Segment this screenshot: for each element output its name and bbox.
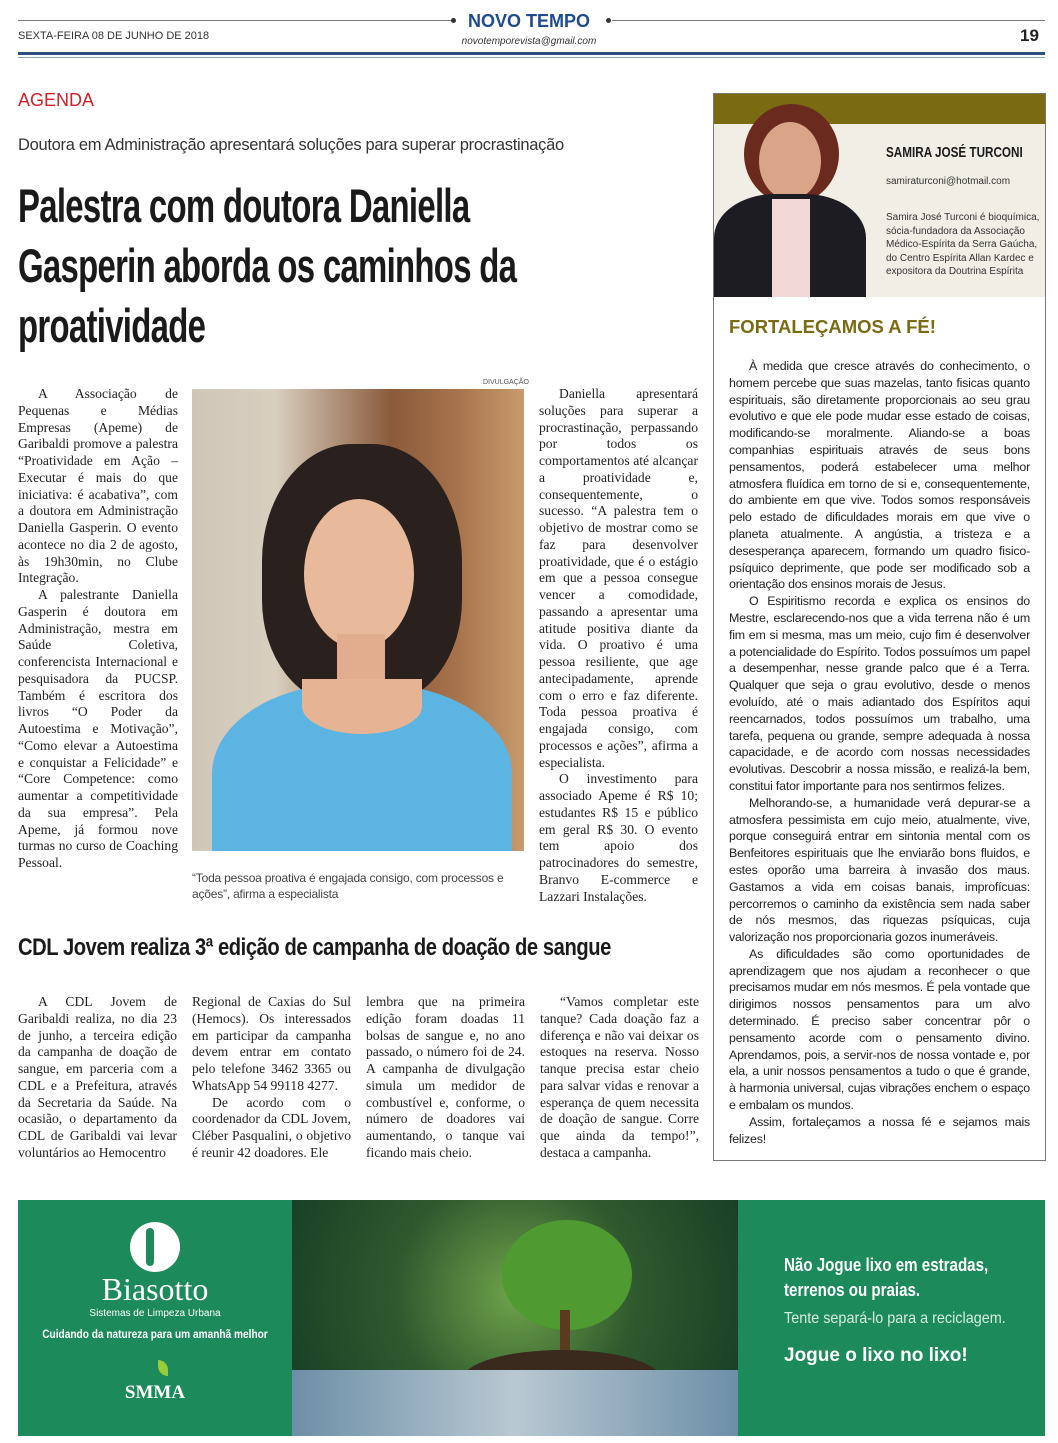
article-column-1 [18, 994, 177, 1162]
masthead: NOVO TEMPO [467, 11, 590, 31]
author-email: samiraturconi@hotmail.com [886, 176, 1011, 187]
article-column-2 [539, 386, 698, 905]
speaker-photo [192, 389, 524, 851]
photo-credit: DIVULGAÇÃO [483, 379, 529, 386]
section-label: AGENDA [18, 90, 95, 110]
column-body [729, 358, 1030, 1147]
issue-date: SEXTA-FEIRA 08 DE JUNHO DE 2018 [18, 30, 210, 42]
leaf-icon [158, 1360, 168, 1376]
author-name: SAMIRA JOSÉ TURCONI [886, 144, 1023, 161]
article-column-4 [540, 994, 699, 1162]
page-number: 19 [1020, 26, 1039, 45]
author-photo [714, 104, 866, 297]
paragraph: Assim, fortaleçamos a nossa fé e sejamos mais felizes! [729, 1114, 1030, 1146]
paragraph: À medida que cresce através do conhecimento, o homem percebe que suas mazelas, tanto fisicas quanto espirituais, são diretamente proporcionais ao seu grau evolutivo e que ele pode mudar esse estado de coisas, modificando-se moralmente. Aliando-se a boas companhias espirituais através de seus bons pensamentos, poderá estabelecer uma melhor atmosfera fluídica em torno de si e, consequentemente, do ambiente em que vive. Todos somos responsáveis pelo estado de dificuldades morais em que vive o planeta atualmente. A angústia, a tristeza e a desesperança aparecem, formando um quadro fisico-psíquico deprimente, que pode ser modificado sob a orientação dos ensinos morais de Jesus. [729, 359, 1030, 592]
paragraph: Daniella apresentará soluções para superar a procrastinação, perpassando por todos os comportamentos até alcançar a proatividade e, consequentemente, o sucesso. “A palestra tem o objetivo de mostrar como se faz para desenvolver proatividade, que é o estágio em que a pessoa consegue vencer a comodidade, passando a apresentar uma atitude positiva diante da vida. O proativo é uma pessoa resiliente, que age antecipadamente, aprende com o erro e faz diferente. Toda pessoa proativa é engajada consigo, com processos e ações”, afirma a especialista. [539, 386, 698, 770]
ad-slogan: Cuidando da natureza para um amanhã melhor [42, 1329, 268, 1341]
paragraph: Melhorando-se, a humanidade verá depurar-se a atmosfera pessimista em cujo meio, atualmente, vive, porque conseguirá entrar em sintonia mental com os Benfeitores espirituais que lhe enviarão bons fluidos, e estes oporão uma barreira à invasão dos maus. Gastamos a vida em coisas banais, improfícuas: percorremos o caminho da existência sem nada saber de nós mesmos, das riquezas psíquicas, cuja valorização nos proporcionaria gozos inumeráveis. [729, 795, 1030, 945]
paragraph: As dificuldades são como oportunidades de aprendizagem que nos ajudam a reconhecer o que precisamos mudar em nós mesmos. É pela vontade que dirigimos nossos pensamentos para um alvo determinado. É preciso saber concentrar pôr o pensamento acorde com o pensamento divino. Aprendamos, pois, a servir-nos de nossa vontade e, por ela, a unir nossos pensamentos a tudo o que é grande, à harmonia universal, cujas vibrações enchem o espaço e embalam os mundos. [729, 946, 1030, 1113]
author-bio: Samira José Turconi é bioquímica, sócia-fundadora da Associação Médico-Espírita da Serra Gaúcha, do Centro Espírita Allan Kardec e expositora da Doutrina Espírita [886, 212, 1040, 277]
article-column-1 [18, 386, 178, 872]
paragraph: “Vamos completar este tanque? Cada doação faz a diferença e não vai deixar os estoques na reserva. Nosso tanque precisa estar cheio para salvar vidas e renovar a esperança de quem necessita de doação de sangue. Corre que ainda da tempo!”, destaca a campanha. [540, 994, 699, 1160]
advertisement[interactable] [18, 1200, 1045, 1436]
ad-brand: Biasotto [101, 1271, 209, 1307]
paragraph: A palestrante Daniella Gasperin é doutora em Administração, mestra em Saúde Coletiva, conferencista Internacional e pesquisadora da PUCSP. Também é escritora dos livros “O Poder da Autoestima e Motivação”, “Como elevar a Autoestima e conquistar a Felicidade” e “Core Competence: como aumentar a competitividade da sua empresa”. Pela Apeme, já formou nove turmas no curso de Coaching Pessoal. [18, 587, 178, 870]
photo-caption: “Toda pessoa proativa é engajada consigo, com processos e ações”, afirma a especialista [192, 871, 504, 901]
header-rule [18, 52, 1045, 55]
paragraph: O Espiritismo recorda e explica os ensinos do Mestre, esclarecendo-nos que a vida terrena não é um fim em si mesma, mas um meio, cujo fim é desenvolver a potencialidade do Espírito. Todos possuímos um papel a desempenhar, nesse grande palco que é a Terra. Qualquer que seja o grau evolutivo, desde o menos evoluído, até o mais adiantado dos Espíritos aqui reencarnados, todos possuímos um trabalho, uma tarefa, pequena ou grande, sempre adequada à nossa capacidade, e de acordo com nossas necessidades evolutivas. Descobrir a nossa missão, e realizá-la bem, constitui fator importante para nos sentirmos felizes. [729, 594, 1030, 793]
biasotto-logo-icon [130, 1222, 180, 1272]
column-title: FORTALEÇAMOS A FÉ! [729, 316, 936, 337]
article-column-2 [192, 994, 351, 1162]
ad-line-3: Jogue o lixo no lixo! [784, 1345, 968, 1366]
paragraph: A CDL Jovem de Garibaldi realiza, no dia 23 de junho, a terceira edição da campanha de doação de sangue, em parceria com a CDL e a Prefeitura, através da Secretaria da Saúde. Na ocasião, o departamento da CDL de Garibaldi vai levar voluntários ao Hemocentro [18, 994, 177, 1160]
ad-brand-panel [18, 1200, 292, 1436]
ad-line-1: Não Jogue lixo em estradas, terrenos ou praias. [784, 1255, 989, 1300]
article-headline: Palestra com doutora Daniella Gasperin aborda os caminhos da proatividade [18, 179, 517, 352]
opinion-column [713, 93, 1046, 1161]
ad-photo-tree-in-hands [292, 1200, 738, 1436]
header-rule-thin [18, 57, 1045, 58]
ad-brand-sub: Sistemas de Limpeza Urbana [89, 1308, 221, 1319]
masthead-email: novotemporevista@gmail.com [461, 36, 597, 47]
paragraph: lembra que na primeira edição foram doadas 11 bolsas de sangue e, no ano passado, o número foi de 24. A campanha de divulgação simula um medidor de combustível e, conforme, o número de doadores vai aumentando, o tanque vai ficando mais cheio. [366, 994, 525, 1160]
article-column-3 [366, 994, 525, 1162]
paragraph: Regional de Caxias do Sul (Hemocs). Os interessados em participar da campanha devem entrar em contato pelo telefone 3462 3365 ou WhatsApp 54 99118 4277. [192, 994, 351, 1093]
ad-line-2: Tente separá-lo para a reciclagem. [784, 1310, 1006, 1327]
paragraph: De acordo com o coordenador da CDL Jovem, Cléber Pasqualini, o objetivo é reunir 42 doadores. Ele [192, 1094, 351, 1160]
paragraph: O investimento para associado Apeme é R$ 10; estudantes R$ 15 e público em geral R$ 30. O evento tem apoio dos patrocinadores do semestre, Branvo E-commerce e Lazzari Instalações. [539, 771, 698, 904]
article-subtitle: Doutora em Administração apresentará soluções para superar procrastinação [18, 136, 564, 154]
article-headline: CDL Jovem realiza 3ª edição de campanha de doação de sangue [18, 934, 611, 961]
paragraph: A Associação de Pequenas e Médias Empresas (Apeme) de Garibaldi promove a palestra “Proatividade em Ação – Executar é mais do que iniciativa: é acabativa”, com a doutora em Administração Daniella Gasperin. O evento acontece no dia 2 de agosto, às 19h30min, no Clube Integração. [18, 386, 178, 586]
ad-partner: SMMA [124, 1382, 186, 1403]
